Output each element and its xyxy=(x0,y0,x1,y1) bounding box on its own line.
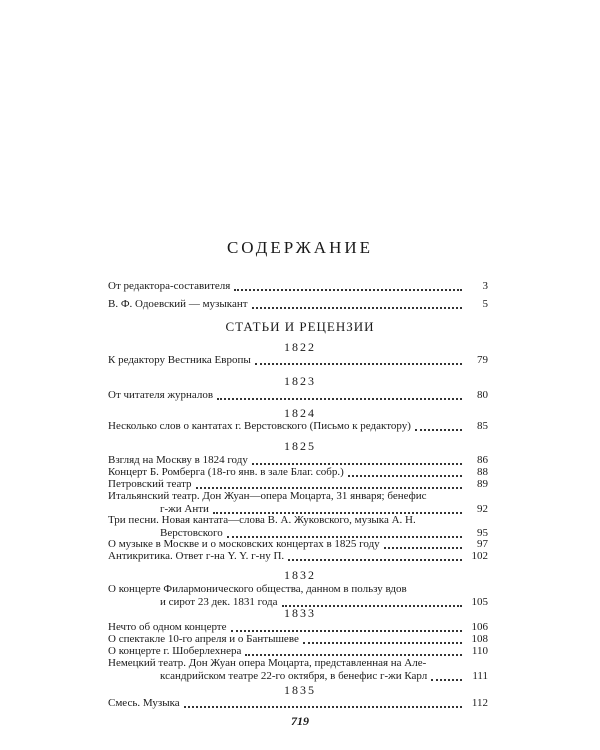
toc-entry: От редактора-составителя 3 xyxy=(108,280,488,292)
year-heading: 1833 xyxy=(284,606,316,620)
toc-entry: Три песни. Новая кантата—слова В. А. Жуковского, музыка А. Н. Верстовского 95 xyxy=(108,514,488,539)
toc-entry: От читателя журналов 80 xyxy=(108,389,488,401)
section-title: СТАТЬИ И РЕЦЕНЗИИ xyxy=(225,319,375,334)
year-heading: 1823 xyxy=(284,374,316,388)
toc-entry: К редактору Вестника Европы 79 xyxy=(108,354,488,366)
toc-entry: Смесь. Музыка 112 xyxy=(108,697,488,709)
toc-entry: О музыке в Москве и о московских концертах в 1825 году 97 xyxy=(108,538,488,550)
toc-entry: О спектакле 10-го апреля и о Бантышеве 108 xyxy=(108,633,488,645)
toc-entry: Антикритика. Ответ г-на Y. Y. г-ну П. 102 xyxy=(108,550,488,562)
toc-entry: Концерт Б. Ромберга (18-го янв. в зале Благ. собр.) 88 xyxy=(108,466,488,478)
toc-entry: Взгляд на Москву в 1824 году 86 xyxy=(108,454,488,466)
year-heading: 1822 xyxy=(284,340,316,354)
toc-entry: Итальянский театр. Дон Жуан—опера Моцарта, 31 января; бенефис г-жи Анти 92 xyxy=(108,490,488,515)
year-heading: 1832 xyxy=(284,568,316,582)
year-heading: 1835 xyxy=(284,683,316,697)
year-heading: 1825 xyxy=(284,439,316,453)
toc-entry: О концерте Филармонического общества, данном в пользу вдов и сирот 23 дек. 1831 года 105 xyxy=(108,583,488,608)
toc-entry: О концерте г. Шоберлехнера 110 xyxy=(108,645,488,657)
toc-entry: Немецкий театр. Дон Жуан опера Моцарта, представленная на Але- ксандрийском театре 22-го октября, в бенефис г-жи Карл 111 xyxy=(108,657,488,682)
page-title: СОДЕРЖАНИЕ xyxy=(226,238,374,257)
toc-entry: В. Ф. Одоевский — музыкант 5 xyxy=(108,298,488,310)
toc-entry: Несколько слов о кантатах г. Верстовского (Письмо к редактору) 85 xyxy=(108,420,488,432)
year-heading: 1824 xyxy=(284,406,316,420)
toc-entry: Нечто об одном концерте 106 xyxy=(108,621,488,633)
toc-entry: Петровский театр 89 xyxy=(108,478,488,490)
page-number: 719 xyxy=(291,714,309,728)
